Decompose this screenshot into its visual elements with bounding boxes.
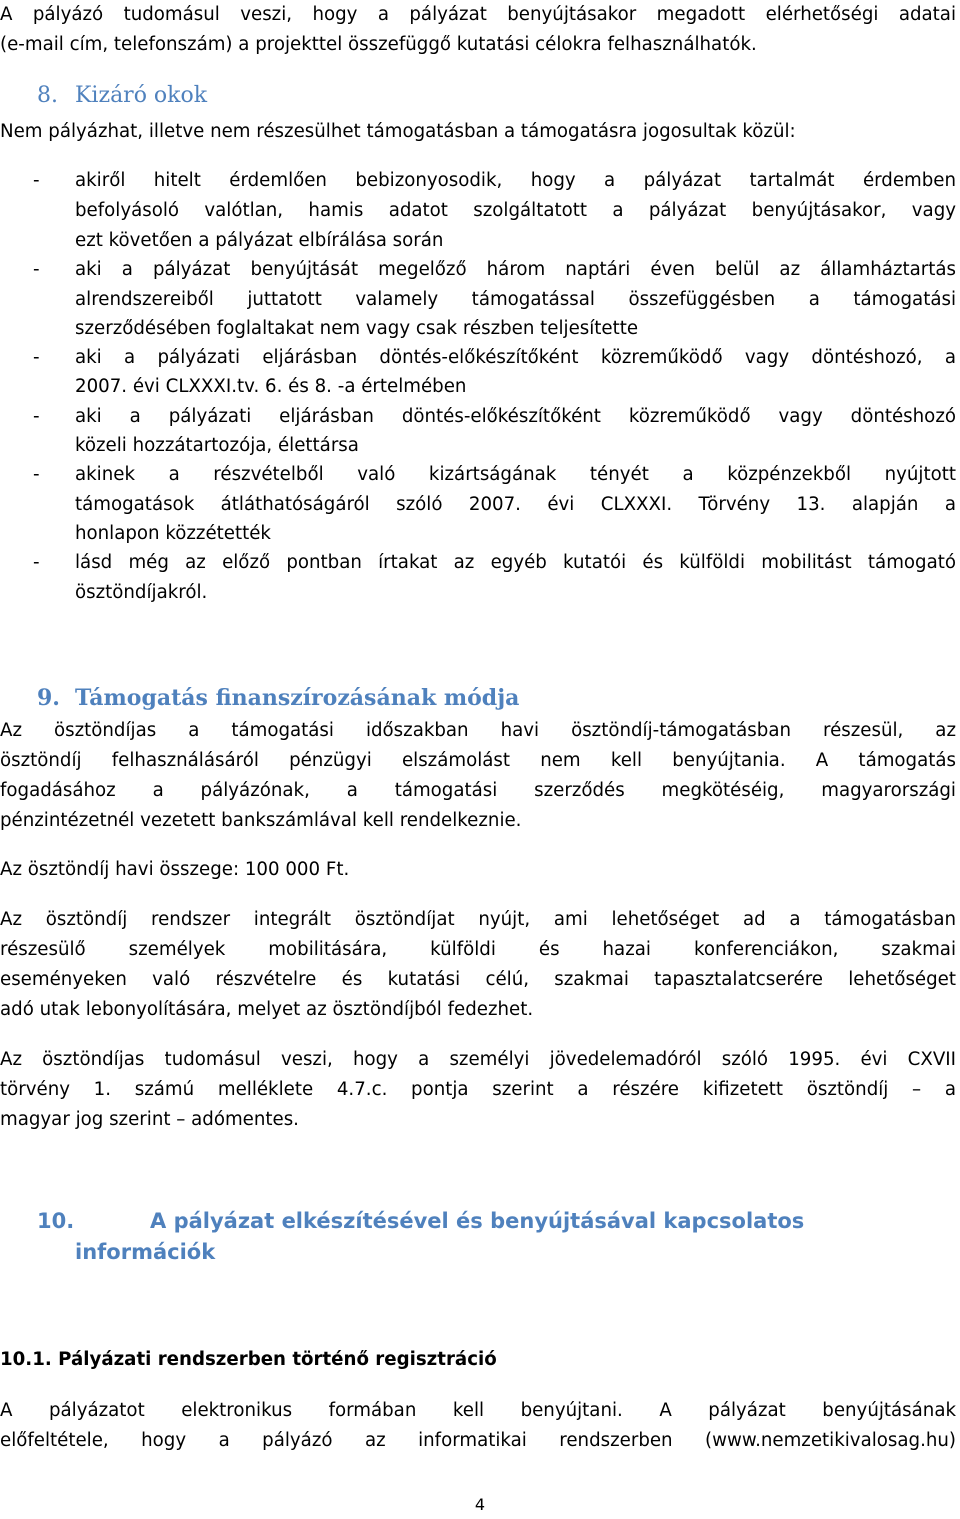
- section-9-p4-line-2: törvény 1. számú melléklete 4.7.c. pontja szerint a részére kifizetett ösztöndíj – a: [0, 1079, 956, 1100]
- list-item-1-line-1: akiről hitelt érdemlően bebizonyosodik, hogy a pályázat tartalmát érdemben: [75, 170, 956, 191]
- section-8-title: Kizáró okok: [75, 83, 208, 108]
- section-10-1-line-1: A pályázatot elektronikus formában kell benyújtani. A pályázat benyújtásának: [0, 1400, 956, 1421]
- list-dash: -: [33, 552, 40, 573]
- list-dash: -: [33, 406, 40, 427]
- section-10-title-line-2: információk: [75, 1240, 216, 1264]
- list-item-2-line-1: aki a pályázat benyújtását megelőző három naptári éven belül az államháztartás: [75, 259, 956, 280]
- section-9-p1-line-3: fogadásához a pályázónak, a támogatási szerződés megkötéséig, magyarországi: [0, 780, 956, 801]
- section-9-p3-line-2: részesülő személyek mobilitására, külföldi és hazai konferenciákon, szakmai: [0, 939, 956, 960]
- section-9-title: Támogatás finanszírozásának módja: [75, 685, 520, 711]
- list-dash: -: [33, 347, 40, 368]
- section-9-p3-line-1: Az ösztöndíj rendszer integrált ösztöndíjat nyújt, ami lehetőséget ad a támogatásban: [0, 909, 956, 930]
- list-dash: -: [33, 464, 40, 485]
- section-9-p1-line-2: ösztöndíj felhasználásáról pénzügyi elszámolást nem kell benyújtania. A támogatás: [0, 750, 956, 771]
- section-9-p3-line-3: eseményeken való részvételre és kutatási célú, szakmai tapasztalatcserére lehetőséget: [0, 969, 956, 990]
- list-item-5-line-2: támogatások átláthatóságáról szóló 2007. évi CLXXXI. Törvény 13. alapján a: [75, 494, 956, 515]
- section-10-1-title: 10.1. Pályázati rendszerben történő regisztráció: [0, 1349, 497, 1370]
- page-number: 4: [474, 1495, 486, 1514]
- list-item-3-line-1: aki a pályázati eljárásban döntés-előkészítőként közreműködő vagy döntéshozó, a: [75, 347, 956, 368]
- list-item-1-line-3: ezt követően a pályázat elbírálása során: [75, 230, 444, 251]
- list-dash: -: [33, 170, 40, 191]
- section-9-p2-line-1: Az ösztöndíj havi összege: 100 000 Ft.: [0, 859, 350, 880]
- intro-line-1: A pályázó tudomásul veszi, hogy a pályázat benyújtásakor megadott elérhetőségi adatai: [0, 4, 956, 25]
- list-item-5-line-1: akinek a részvételből való kizártságának tényét a közpénzekből nyújtott: [75, 464, 956, 485]
- section-9-p4-line-1: Az ösztöndíjas tudomásul veszi, hogy a személyi jövedelemadóról szóló 1995. évi CXVII: [0, 1049, 956, 1070]
- section-8-number: 8.: [37, 83, 58, 108]
- list-item-6-line-2: ösztöndíjakról.: [75, 582, 208, 603]
- section-9-p4-line-3: magyar jog szerint – adómentes.: [0, 1109, 299, 1130]
- section-10-number: 10.: [37, 1209, 75, 1233]
- section-9-p1-line-4: pénzintézetnél vezetett bankszámlával kell rendelkeznie.: [0, 810, 522, 831]
- list-item-2-line-3: szerződésében foglaltakat nem vagy csak részben teljesítette: [75, 318, 639, 339]
- list-item-1-line-2: befolyásoló valótlan, hamis adatot szolgáltatott a pályázat benyújtásakor, vagy: [75, 200, 956, 221]
- list-item-6-line-1: lásd még az előző pontban írtakat az egyéb kutatói és külföldi mobilitást támogató: [75, 552, 956, 573]
- section-8-lead: Nem pályázhat, illetve nem részesülhet támogatásban a támogatásra jogosultak közül:: [0, 121, 796, 142]
- section-10-1-line-2: előfeltétele, hogy a pályázó az informatikai rendszerben (www.nemzetikivalosag.hu): [0, 1430, 956, 1451]
- intro-line-2: (e-mail cím, telefonszám) a projekttel összefüggő kutatási célokra felhasználhatók.: [0, 34, 757, 55]
- list-item-5-line-3: honlapon közzétették: [75, 523, 271, 544]
- section-9-p1-line-1: Az ösztöndíjas a támogatási időszakban havi ösztöndíj-támogatásban részesül, az: [0, 720, 956, 741]
- section-9-p3-line-4: adó utak lebonyolítására, melyet az ösztöndíjból fedezhet.: [0, 999, 534, 1020]
- list-dash: -: [33, 259, 40, 280]
- section-10-title-line-1: A pályázat elkészítésével és benyújtásával kapcsolatos: [150, 1209, 805, 1233]
- list-item-4-line-1: aki a pályázati eljárásban döntés-előkészítőként közreműködő vagy döntéshozó: [75, 406, 956, 427]
- section-9-number: 9.: [37, 685, 60, 711]
- list-item-3-line-2: 2007. évi CLXXXI.tv. 6. és 8. -a értelmében: [75, 376, 467, 397]
- list-item-2-line-2: alrendszereiből juttatott valamely támogatással összefüggésben a támogatási: [75, 289, 956, 310]
- list-item-4-line-2: közeli hozzátartozója, élettársa: [75, 435, 359, 456]
